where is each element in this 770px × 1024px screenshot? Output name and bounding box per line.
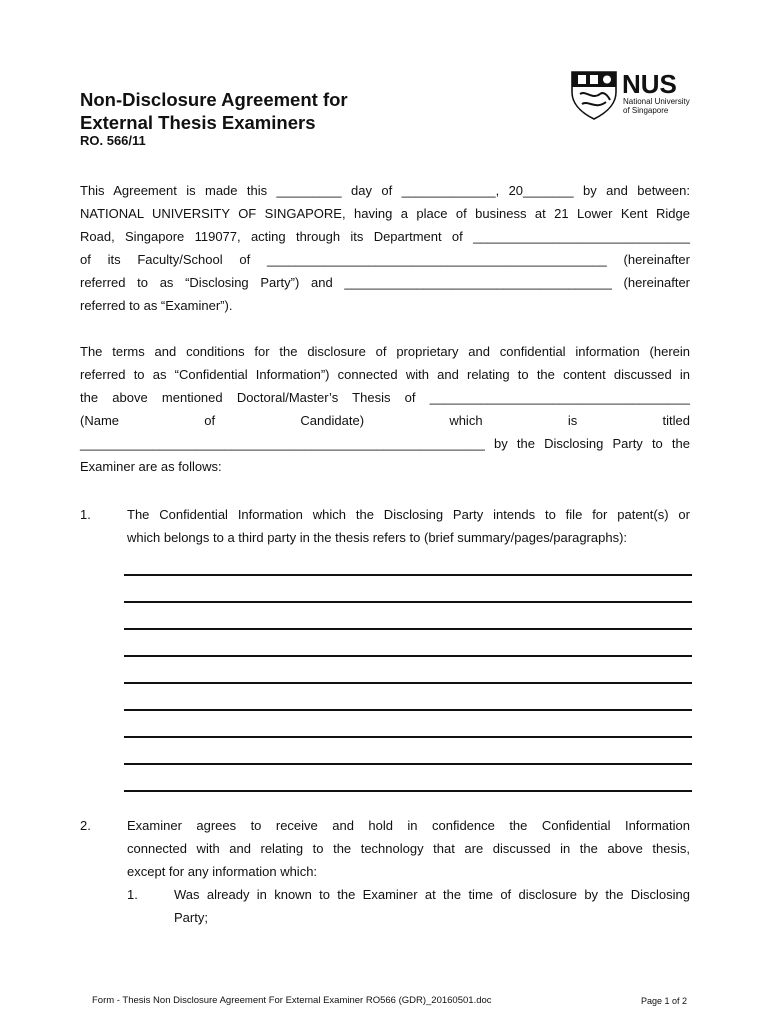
item-number: 1. xyxy=(80,507,91,522)
subitem-line: Party; xyxy=(174,910,208,925)
item-line: The Confidential Information which the Disclosing Party intends to file for patent(s) or xyxy=(127,507,690,522)
intro-line: referred to as “Disclosing Party”) and _____________________________________ (hereinafter xyxy=(80,275,690,290)
document-title xyxy=(80,88,348,134)
answer-line[interactable] xyxy=(124,682,692,684)
intro-line: NATIONAL UNIVERSITY OF SINGAPORE, having a place of business at 21 Lower Kent Ridge xyxy=(80,206,690,221)
candidate-word: (Name xyxy=(80,413,120,428)
title-line-1: Non-Disclosure Agreement for xyxy=(80,89,348,110)
footer-document-name: Form - Thesis Non Disclosure Agreement For External Examiner RO566 (GDR)_20160501.doc xyxy=(92,995,492,1006)
candidate-word: Candidate) xyxy=(300,413,365,428)
item-line: which belongs to a third party in the thesis refers to (brief summary/pages/paragraphs): xyxy=(127,530,628,545)
intro-line: Road, Singapore 119077, acting through its Department of ______________________________ xyxy=(80,229,690,244)
candidate-word: is xyxy=(567,413,578,428)
terms-paragraph xyxy=(80,340,690,478)
item-line: Examiner agrees to receive and hold in confidence the Confidential Information xyxy=(127,818,690,833)
item-line: connected with and relating to the technology that are discussed in the above thesis, xyxy=(127,841,690,856)
subitem-line: Was already in known to the Examiner at the time of disclosure by the Disclosing xyxy=(174,887,690,902)
item-line: except for any information which: xyxy=(127,864,318,879)
terms-line: Examiner are as follows: xyxy=(80,459,222,474)
intro-line: This Agreement is made this _________ day of _____________, 20_______ by and between: xyxy=(80,183,690,198)
subitem-number: 1. xyxy=(127,887,138,902)
item-1-text xyxy=(127,503,690,549)
logo-line-2: of Singapore xyxy=(623,106,669,115)
terms-line: the above mentioned Doctoral/Master’s Thesis of ____________________________________ xyxy=(80,390,690,405)
intro-line: of its Faculty/School of _______________________________________________ (hereinafter xyxy=(80,252,690,267)
form-number: RO. 566/11 xyxy=(80,133,146,148)
nus-crest-icon xyxy=(570,70,700,122)
answer-line[interactable] xyxy=(124,790,692,792)
answer-line[interactable] xyxy=(124,709,692,711)
answer-line[interactable] xyxy=(124,574,692,576)
logo-acronym: NUS xyxy=(622,70,677,99)
terms-line: referred to as “Confidential Information”) connected with and relating to the content discussed in xyxy=(80,367,690,382)
terms-candidate-line xyxy=(80,409,690,432)
footer-page-number: Page 1 of 2 xyxy=(641,996,688,1006)
candidate-word: of xyxy=(204,413,216,428)
logo-line-1: National University xyxy=(623,97,690,106)
answer-line[interactable] xyxy=(124,628,692,630)
title-line-2: External Thesis Examiners xyxy=(80,112,316,133)
intro-paragraph xyxy=(80,179,690,317)
answer-line[interactable] xyxy=(124,601,692,603)
subitem-1-text xyxy=(174,883,690,929)
answer-line[interactable] xyxy=(124,655,692,657)
candidate-word: titled xyxy=(662,413,690,428)
intro-line: referred to as “Examiner”). xyxy=(80,298,233,313)
answer-line[interactable] xyxy=(124,763,692,765)
nus-logo xyxy=(570,70,700,122)
terms-line: ________________________________________________________ by the Disclosing Party to the xyxy=(80,436,690,451)
answer-line[interactable] xyxy=(124,736,692,738)
item-number: 2. xyxy=(80,818,91,833)
terms-line: The terms and conditions for the disclosure of proprietary and confidential information (herein xyxy=(80,344,690,359)
item-2-text xyxy=(127,814,690,883)
candidate-word: which xyxy=(449,413,483,428)
